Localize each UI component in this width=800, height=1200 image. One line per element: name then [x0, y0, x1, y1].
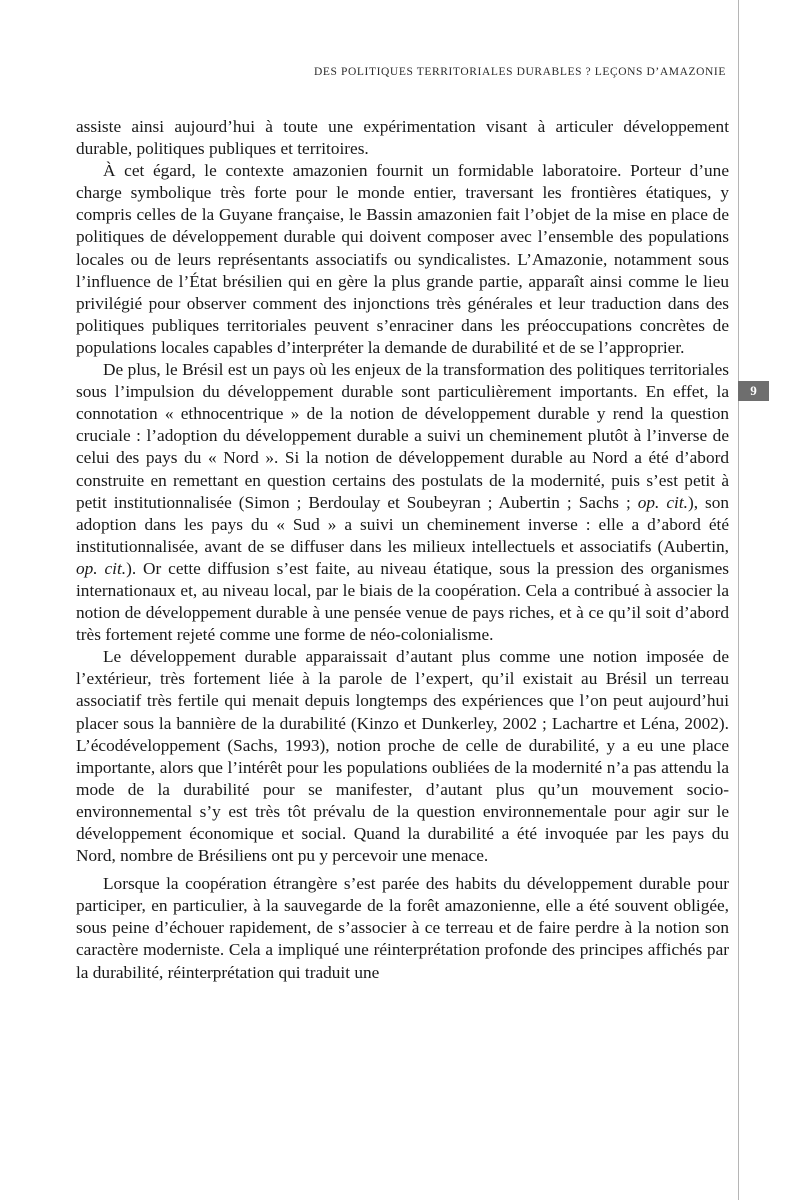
text-run: Lorsque la coopération étrangère s’est parée des habits du développement durable pour participer, en particulier, à la sauvegarde de la forêt amazonienne, elle a été souvent obligée, sous peine d’échouer rapidement, de s’associer à ce terreau et de faire perdre à la notion son caractère moderniste. Cela a impliqué une réinterprétation profonde des principes affichés par la durabilité, réinterprétation qui traduit une — [76, 874, 729, 982]
citation-italic: op. cit. — [637, 492, 688, 512]
margin-rule — [738, 0, 739, 1200]
page-number: 9 — [738, 381, 769, 401]
paragraph-5 — [76, 873, 729, 983]
text-run: ). Or cette diffusion s’est faite, au niveau étatique, sous la pression des organismes internationaux et, au niveau local, par le biais de la coopération. Cela a contribué à associer la notion de développement durable à une pensée venue de pays riches, et à ce qu’il soit d’abord très fortement rejeté comme une forme de néo-colonialisme. — [76, 558, 730, 645]
text-run: Le développement durable apparaissait d’autant plus comme une notion imposée de l’extérieur, très fortement liée à la parole de l’expert, qu’il existait au Brésil un terreau associatif très fertile qui menait depuis longtemps des expériences que l’on peut aujourd’hui placer sous la bannière de la durabilité (Kinzo et Dunkerley, 2002 ; Lachartre et Léna, 2002). L’écodéveloppement (Sachs, 1993), notion proche de celle de durabilité, y a eu une place importante, alors que l’intérêt pour les populations oubliées de la modernité n’a pas attendu la mode de la durabilité pour se manifester, d’autant plus qu’un mouvement socioenvironnemental s’y est très tôt prévalu de la question environnementale pour agir sur le développement économique et social. Quand la durabilité a été invoquée par les pays du Nord, nombre de Brésiliens ont pu y percevoir une menace. — [76, 647, 729, 866]
paragraph-1 — [76, 116, 729, 160]
paragraph-3 — [76, 359, 729, 646]
paragraph-2 — [76, 160, 729, 359]
body-text — [76, 116, 729, 984]
running-head: DES POLITIQUES TERRITORIALES DURABLES ? LEÇONS D’AMAZONIE — [314, 66, 726, 78]
text-run: À cet égard, le contexte amazonien fournit un formidable laboratoire. Porteur d’une charge symbolique très forte pour le monde entier, traversant les frontières étatiques, y compris celles de la Guyane française, le Bassin amazonien fait l’objet de la mise en place de politiques de développement durable qui doivent composer avec l’ensemble des populations locales ou de leurs représentants associatifs ou syndicalistes. L’Amazonie, notamment sous l’influence de l’État brésilien qui en gère la plus grande partie, apparaît ainsi comme le lieu privilégié pour observer comment des injonctions très générales et leur traduction dans des politiques publiques territoriales peuvent s’enraciner dans les préoccupations concrètes de populations locales capables d’interpréter la demande de durabilité et de se l’approprier. — [76, 161, 729, 357]
text-run: assiste ainsi aujourd’hui à toute une expérimentation visant à articuler développement durable, politiques publiques et territoires. — [76, 117, 729, 159]
text-run: De plus, le Brésil est un pays où les enjeux de la transformation des politiques territoriales sous l’impulsion du développement durable sont particulièrement importants. En effet, la connotation « ethnocentrique » de la notion de développement durable y rend la question cruciale : l’adoption du développement durable a suivi un cheminement plutôt à l’inverse de celui des pays du « Nord ». Si la notion de développement durable au Nord a été d’abord construite en remettant en question certains des postulats de la modernité, puis s’est petit à petit institutionnalisée (Simon ; Berdoulay et Soubeyran ; Aubertin ; Sachs ; — [76, 360, 729, 512]
text-run: ), son adoption dans les pays du « Sud » a suivi un cheminement inverse : elle a d’abord été institutionnalisée, avant de se diffuser dans les milieux intellectuels et associatifs (Aubertin, — [76, 492, 729, 556]
citation-italic: op. cit. — [76, 558, 127, 578]
paragraph-4 — [76, 646, 729, 867]
